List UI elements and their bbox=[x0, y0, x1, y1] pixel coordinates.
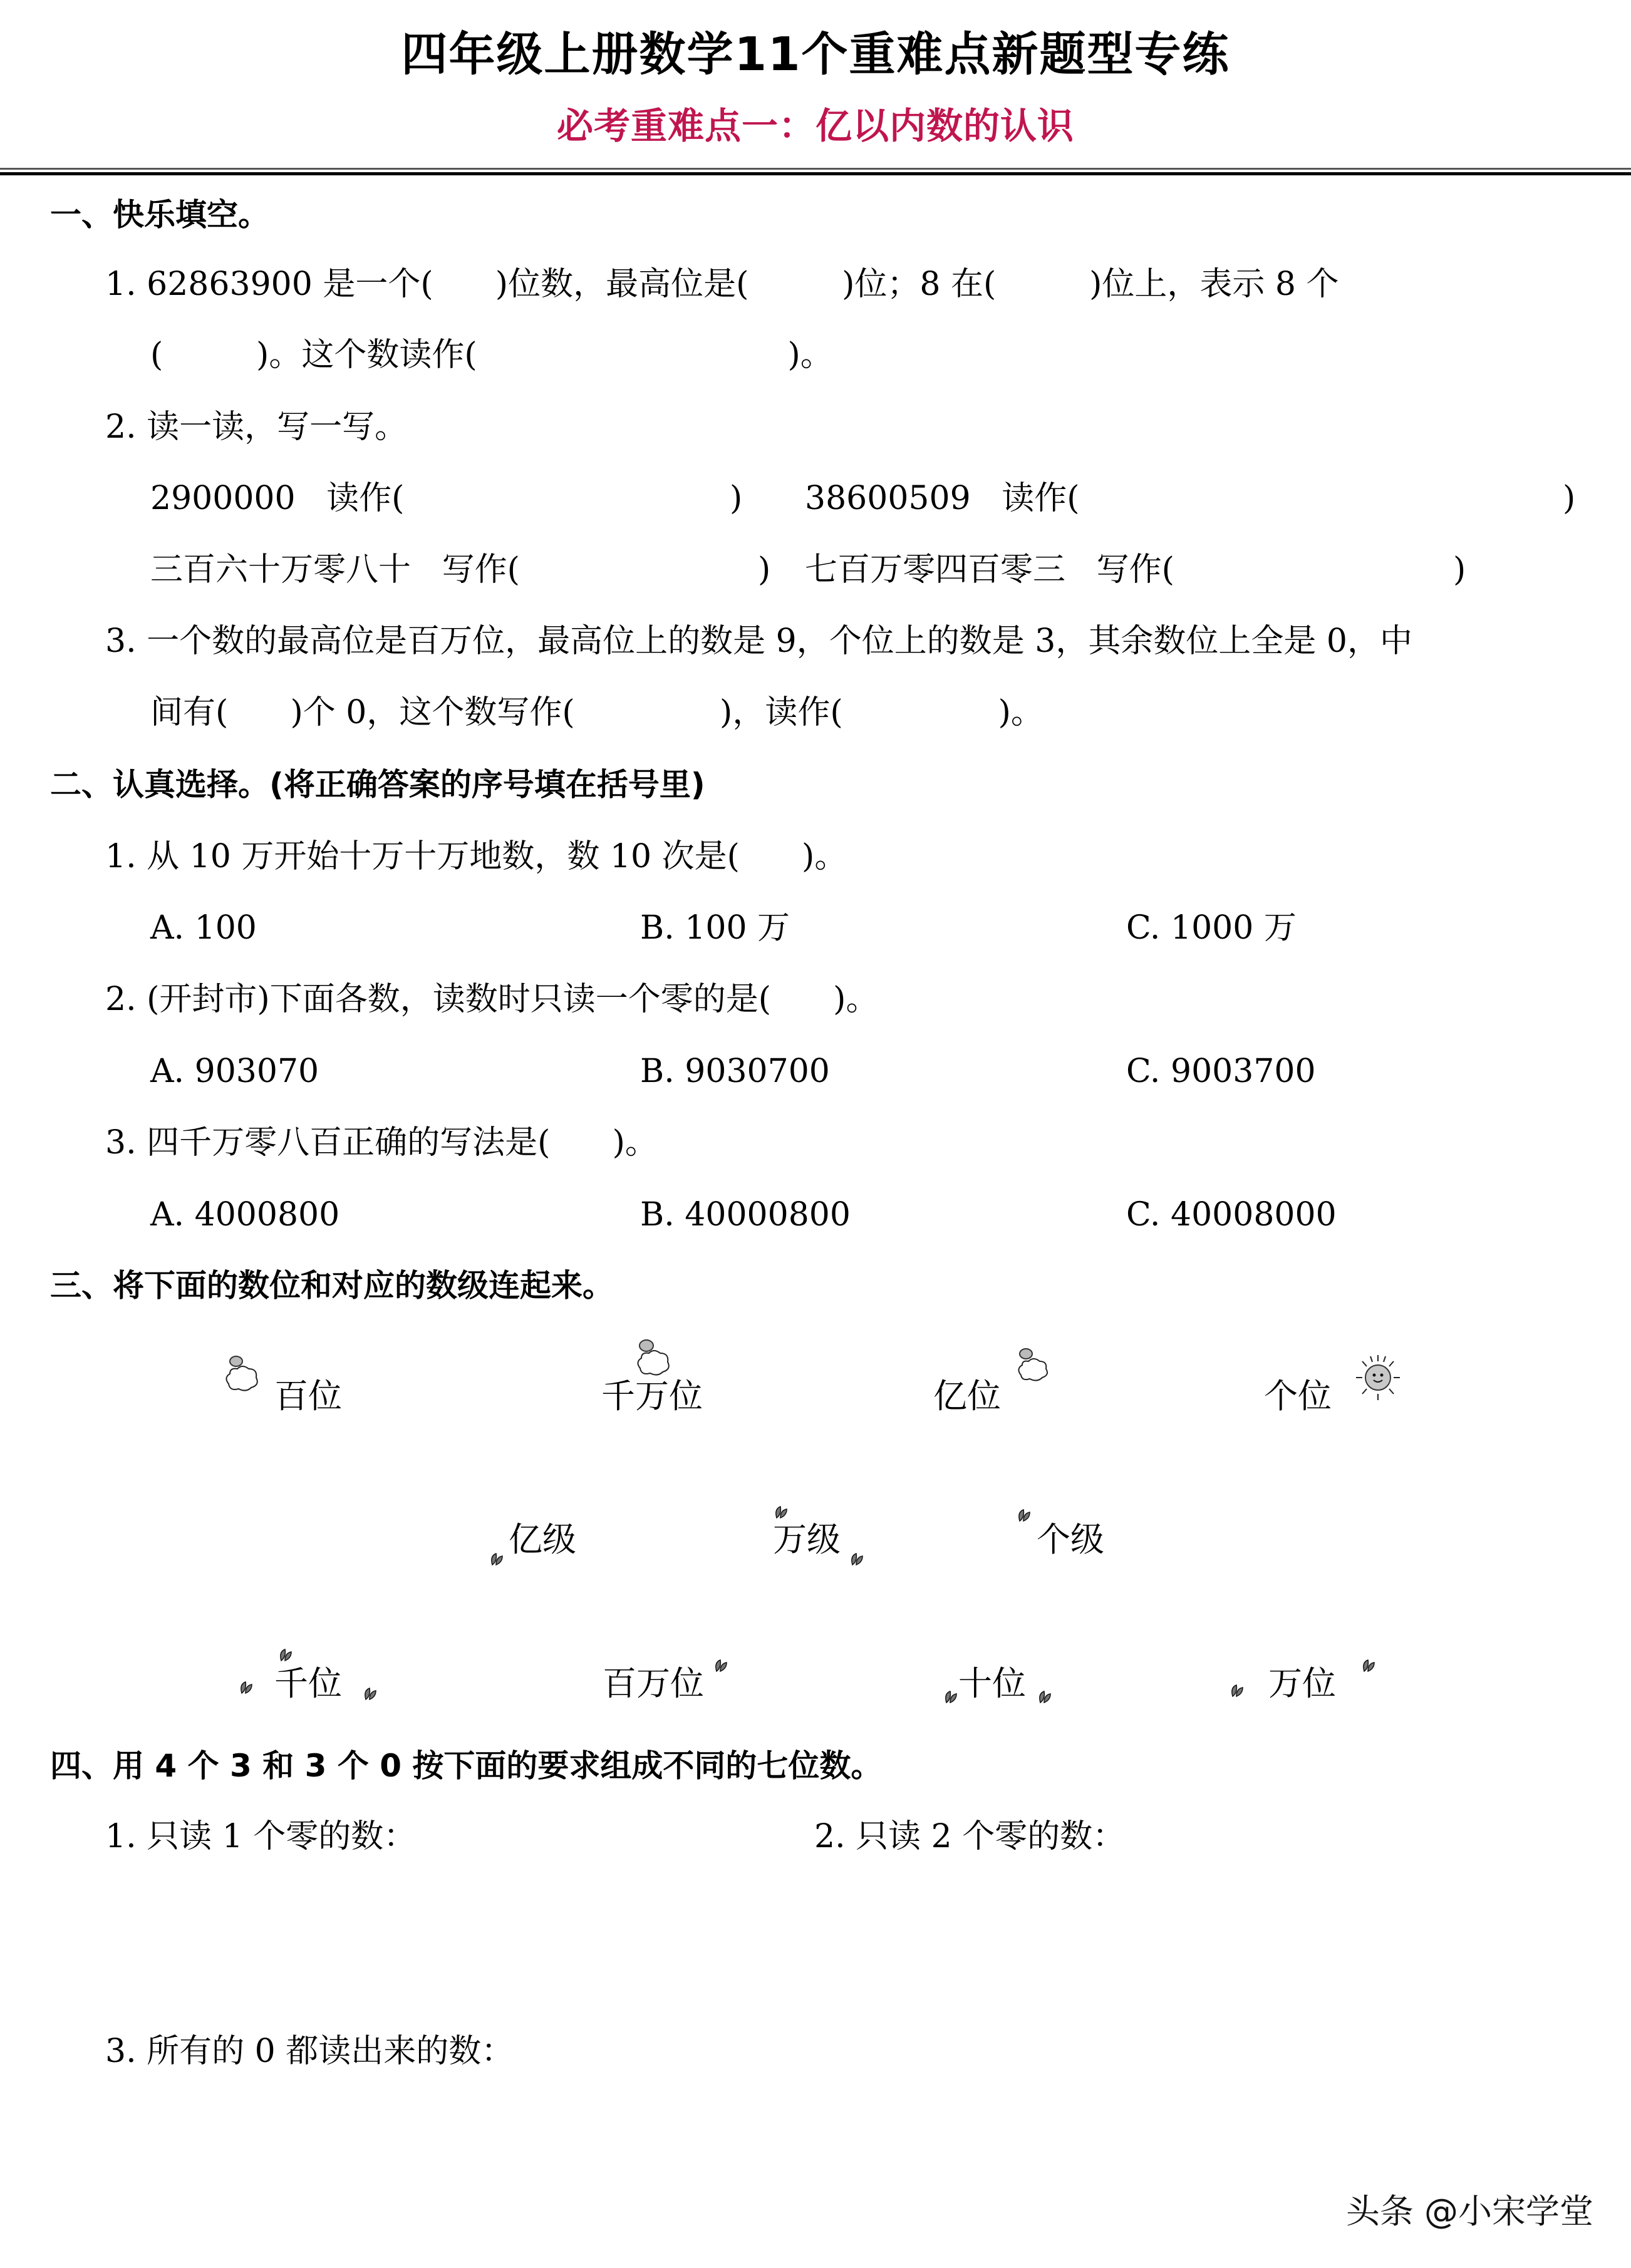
section-3-heading: 三、将下面的数位和对应的数级连起来。 bbox=[50, 1267, 614, 1304]
s2-q3-text: 3. 四千万零八百正确的写法是( )。 bbox=[105, 1124, 658, 1162]
leaf-icon bbox=[238, 1678, 256, 1696]
sun-icon bbox=[1350, 1353, 1406, 1403]
s2-q3-option-c: C. 40008000 bbox=[1126, 1196, 1337, 1234]
page-title: 四年级上册数学11个重难点新题型专练 bbox=[401, 28, 1230, 81]
group-ones[interactable]: 个级 bbox=[1037, 1520, 1104, 1559]
s4-q1-text: 1. 只读 1 个零的数： bbox=[105, 1818, 417, 1855]
group-hundred-millions[interactable]: 亿级 bbox=[509, 1520, 576, 1559]
page-subtitle: 必考重难点一：亿以内数的认识 bbox=[556, 105, 1074, 147]
s1-q2-heading: 2. 读一读，写一写。 bbox=[105, 408, 408, 446]
leaf-icon bbox=[773, 1503, 790, 1520]
s1-q3-line2: 间有( )个 0，这个数写作( )，读作( )。 bbox=[150, 694, 1043, 731]
place-hundred-millions[interactable]: 亿位 bbox=[933, 1376, 1001, 1416]
place-millions[interactable]: 百万位 bbox=[603, 1664, 704, 1703]
section-4-heading: 四、用 4 个 3 和 3 个 0 按下面的要求组成不同的七位数。 bbox=[50, 1748, 883, 1784]
s1-q2-item-3-close: ) bbox=[758, 551, 771, 589]
place-hundreds[interactable]: 百位 bbox=[274, 1376, 342, 1416]
s1-q2-item-1-text: 2900000 读作( bbox=[150, 480, 405, 517]
watermark: 头条 @小宋学堂 bbox=[1345, 2192, 1593, 2231]
leaf-icon bbox=[1037, 1688, 1054, 1705]
s1-q2-item-4: 七百万零四百零三 写作( bbox=[805, 551, 1174, 589]
s2-q2-option-a: A. 903070 bbox=[150, 1053, 319, 1090]
s1-q1-line2: ( )。这个数读作( )。 bbox=[150, 336, 833, 374]
s4-q3-text: 3. 所有的 0 都读出来的数： bbox=[105, 2033, 514, 2070]
leaf-icon bbox=[489, 1550, 506, 1567]
place-ones[interactable]: 个位 bbox=[1264, 1376, 1332, 1416]
s2-q1-option-c: C. 1000 万 bbox=[1126, 909, 1297, 947]
leaf-icon bbox=[1229, 1681, 1246, 1699]
place-thousands[interactable]: 千位 bbox=[274, 1664, 342, 1703]
leaf-icon bbox=[849, 1550, 866, 1567]
leaf-icon bbox=[277, 1646, 295, 1663]
s2-q2-option-b: B. 9030700 bbox=[640, 1053, 830, 1090]
s2-q1-option-a: A. 100 bbox=[150, 909, 257, 947]
section-1-heading: 一、快乐填空。 bbox=[50, 197, 269, 233]
leaf-icon bbox=[1360, 1656, 1378, 1674]
group-ten-thousands[interactable]: 万级 bbox=[773, 1520, 841, 1559]
s1-q2-item-1 bbox=[150, 482, 404, 515]
place-ten-thousands[interactable]: 万位 bbox=[1268, 1664, 1336, 1703]
header-divider-thin bbox=[0, 168, 1631, 170]
s1-q2-item-1-close: ) bbox=[730, 480, 743, 517]
s2-q2-text: 2. (开封市)下面各数，读数时只读一个零的是( )。 bbox=[105, 981, 879, 1018]
leaf-icon bbox=[362, 1684, 380, 1702]
s1-q2-item-3: 三百六十万零八十 写作( bbox=[150, 551, 520, 589]
s2-q1-text: 1. 从 10 万开始十万十万地数，数 10 次是( )。 bbox=[105, 838, 847, 875]
s1-q2-item-4-close: ) bbox=[1453, 551, 1466, 589]
leaf-icon bbox=[1016, 1506, 1033, 1523]
leaf-icon bbox=[943, 1688, 960, 1705]
s1-q3-line1: 3. 一个数的最高位是百万位，最高位上的数是 9，个位上的数是 3，其余数位上全是 0，中 bbox=[105, 622, 1412, 660]
cloud-icon bbox=[222, 1353, 272, 1403]
place-ten-millions[interactable]: 千万位 bbox=[601, 1376, 703, 1416]
leaf-icon bbox=[713, 1656, 730, 1674]
s1-q2-item-2: 38600509 读作( bbox=[805, 480, 1080, 517]
section-2-heading: 二、认真选择。(将正确答案的序号填在括号里) bbox=[50, 766, 705, 803]
s2-q3-option-a: A. 4000800 bbox=[150, 1196, 340, 1234]
s1-q2-item-2-close: ) bbox=[1563, 480, 1576, 517]
s2-q1-option-b: B. 100 万 bbox=[640, 909, 790, 947]
s2-q2-option-c: C. 9003700 bbox=[1126, 1053, 1316, 1090]
place-tens[interactable]: 十位 bbox=[958, 1664, 1026, 1703]
s4-q2-text: 2. 只读 2 个零的数： bbox=[814, 1818, 1126, 1855]
cloud-icon bbox=[1015, 1346, 1065, 1396]
s1-q1-line1: 1. 62863900 是一个( )位数，最高位是( )位；8 在( )位上，表示 8 个 bbox=[105, 265, 1339, 303]
s2-q3-option-b: B. 40000800 bbox=[640, 1196, 851, 1234]
header-divider-thick bbox=[0, 172, 1631, 175]
